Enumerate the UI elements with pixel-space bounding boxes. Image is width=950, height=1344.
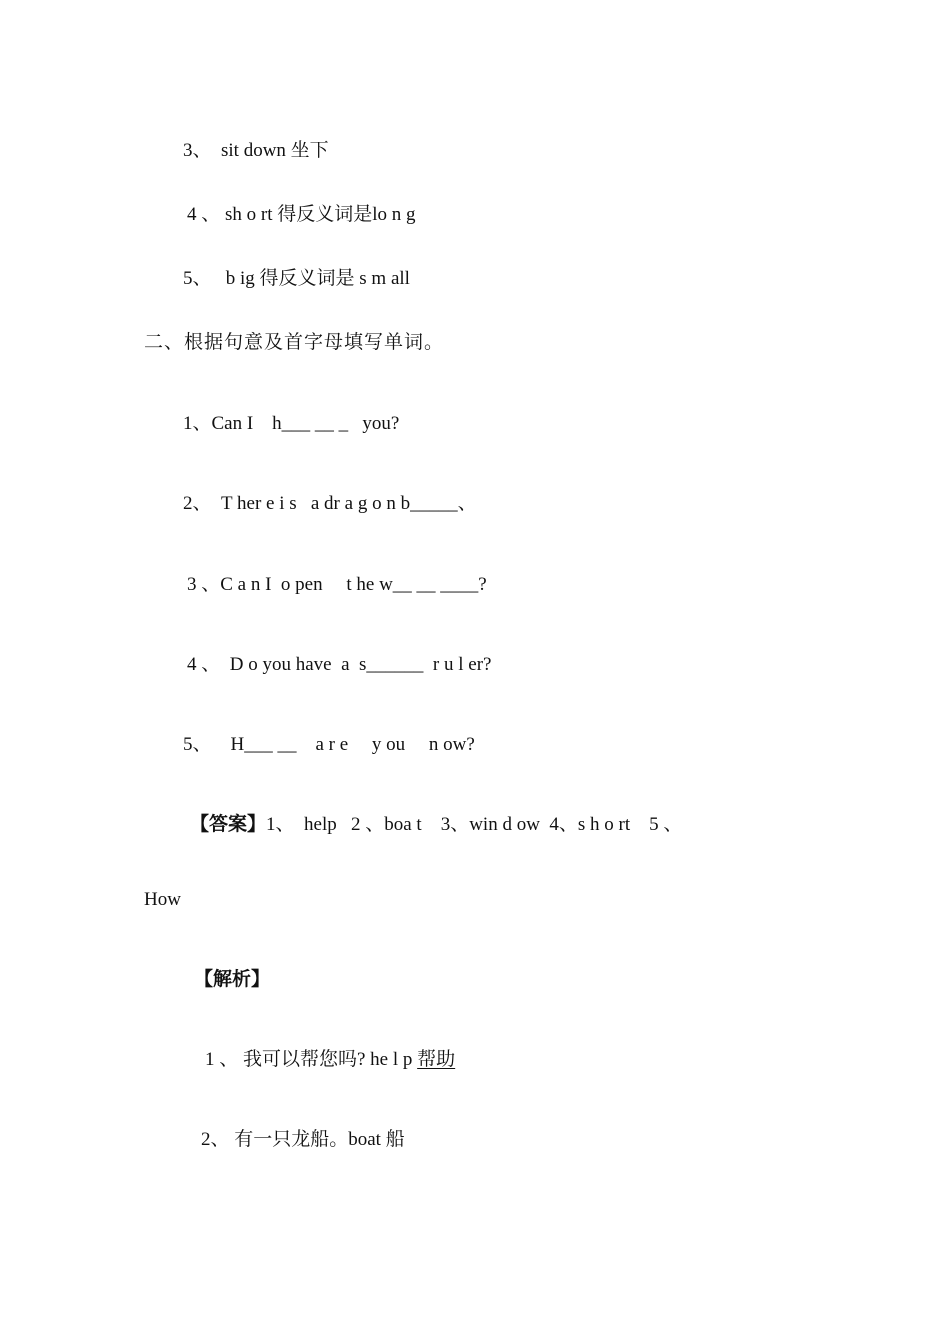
- answer-line: [190, 813, 682, 837]
- question-4: 4 、 D o you have a s______ r u l er?: [187, 654, 492, 675]
- analysis-label: 【解析】: [194, 969, 271, 990]
- question-3: 3 、C a n I o pen t he w__ __ ____?: [187, 574, 487, 595]
- question-1: 1、Can I h___ __ _ you?: [183, 413, 400, 434]
- part1-item-5: 5、 b ig 得反义词是 s m all: [183, 268, 410, 289]
- analysis-item-1-underlined: 帮助: [417, 1049, 456, 1070]
- answer-continuation: How: [144, 889, 181, 910]
- analysis-item-1: [205, 1048, 455, 1072]
- question-5: 5、 H___ __ a r e y ou n ow?: [183, 734, 475, 755]
- part1-item-4: 4 、 sh o rt 得反义词是lo n g: [187, 204, 416, 225]
- analysis-item-2: 2、 有一只龙船。boat 船: [201, 1129, 405, 1150]
- section-title: 二、根据句意及首字母填写单词。: [144, 332, 445, 353]
- part1-item-3: 3、 sit down 坐下: [183, 140, 329, 161]
- analysis-item-1-text: 1 、 我可以帮您吗? he l p: [205, 1049, 418, 1070]
- question-2: 2、 T her e i s a dr a g o n b_____、: [183, 493, 477, 514]
- answer-text: 1、 help 2 、boa t 3、win d ow 4、s h o rt 5 、: [266, 814, 683, 835]
- answer-label: 【答案】: [190, 814, 267, 835]
